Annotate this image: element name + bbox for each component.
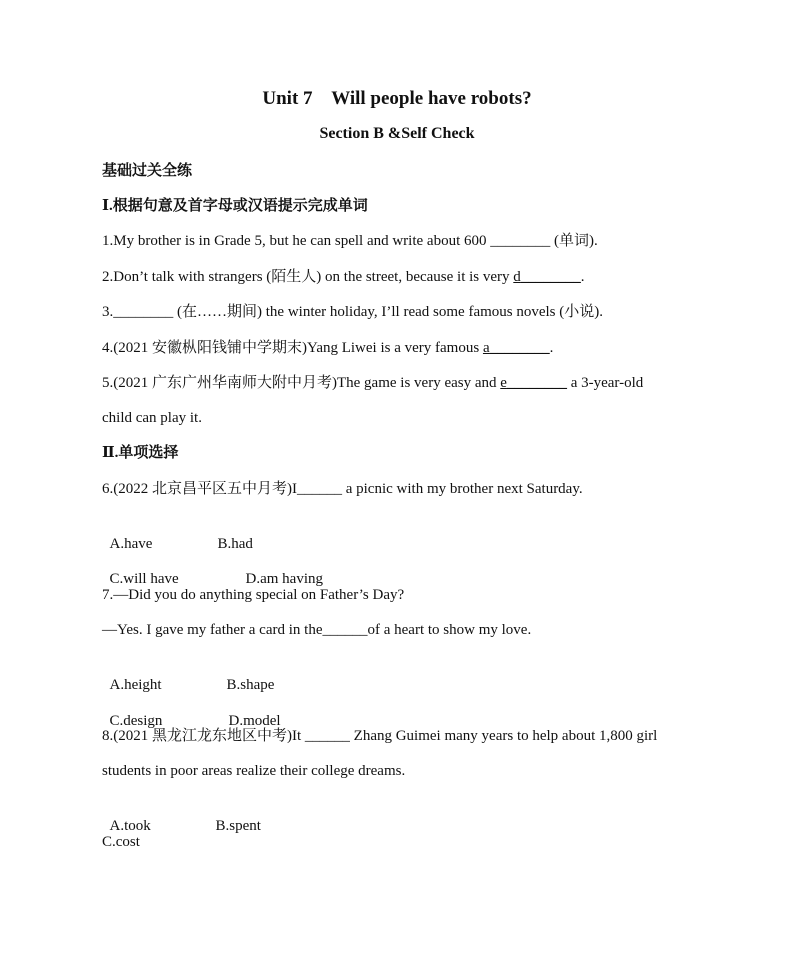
option-d: D.model — [228, 713, 281, 729]
question-7-line2: —Yes. I gave my father a card in the______of a heart to show my love. — [102, 622, 532, 638]
question-7: 7.—Did you do anything special on Father’s Day? — [102, 587, 405, 603]
question-4-hint-blank — [483, 340, 550, 356]
question-2-end: . — [580, 269, 585, 285]
question-6: 6.(2022 北京昌平区五中月考)I______ a picnic with my brother next Saturday. — [102, 481, 583, 497]
question-8-options-ab — [102, 796, 261, 836]
option-b: B.spent — [215, 818, 261, 834]
option-a: A.took — [109, 818, 151, 834]
question-4-blank: ________ — [489, 340, 550, 356]
option-a: A.height — [109, 677, 162, 693]
question-5-text: 5.(2021 广东广州华南师大附中月考)The game is very easy and — [102, 375, 501, 391]
question-6-options-cd — [102, 549, 323, 589]
unit-title: Unit 7 Will people have robots? — [262, 88, 532, 109]
question-5-end: a 3-year-old — [566, 375, 644, 391]
question-4-text: 4.(2021 安徽枞阳钱铺中学期末)Yang Liwei is a very famous — [102, 340, 483, 356]
option-b: B.had — [217, 536, 253, 552]
part1-heading: Ⅰ.根据句意及首字母或汉语提示完成单词 — [102, 198, 368, 214]
part2-heading: Ⅱ.单项选择 — [102, 445, 179, 461]
question-4-letter: a — [482, 340, 490, 356]
question-2 — [102, 267, 585, 287]
question-8-option-c: C.cost — [102, 834, 140, 850]
question-2-hint-blank — [513, 269, 581, 285]
question-5-hint-blank — [500, 375, 567, 391]
question-2-text: 2.Don’t talk with strangers (陌生人) on the street, because it is very — [102, 269, 514, 285]
option-c: C.will have — [109, 571, 179, 587]
option-a: A.have — [109, 536, 153, 552]
question-5 — [102, 373, 643, 393]
section-subtitle: Section B &Self Check — [319, 125, 475, 142]
question-8-line2: students in poor areas realize their college dreams. — [102, 763, 406, 779]
question-1: 1.My brother is in Grade 5, but he can spell and write about 600 ________ (单词). — [102, 233, 598, 249]
question-5-blank: ________ — [506, 375, 567, 391]
section-heading: 基础过关全练 — [102, 163, 193, 179]
question-2-letter: d — [513, 269, 521, 285]
option-b: B.shape — [226, 677, 275, 693]
question-7-options-ab — [102, 655, 274, 695]
question-5-letter: e — [500, 375, 507, 391]
question-3: 3.________ (在……期间) the winter holiday, I’ll read some famous novels (小说). — [102, 304, 604, 320]
question-4-end: . — [549, 340, 554, 356]
question-2-blank: ________ — [520, 269, 581, 285]
option-c: C.design — [109, 713, 163, 729]
option-d: D.am having — [245, 571, 323, 587]
question-7-options-cd — [102, 691, 281, 731]
question-8: 8.(2021 黑龙江龙东地区中考)It ______ Zhang Guimei many years to help about 1,800 girl — [102, 728, 658, 744]
question-5-line2: child can play it. — [102, 410, 202, 426]
question-6-options-ab — [102, 514, 253, 554]
question-4 — [102, 338, 553, 358]
